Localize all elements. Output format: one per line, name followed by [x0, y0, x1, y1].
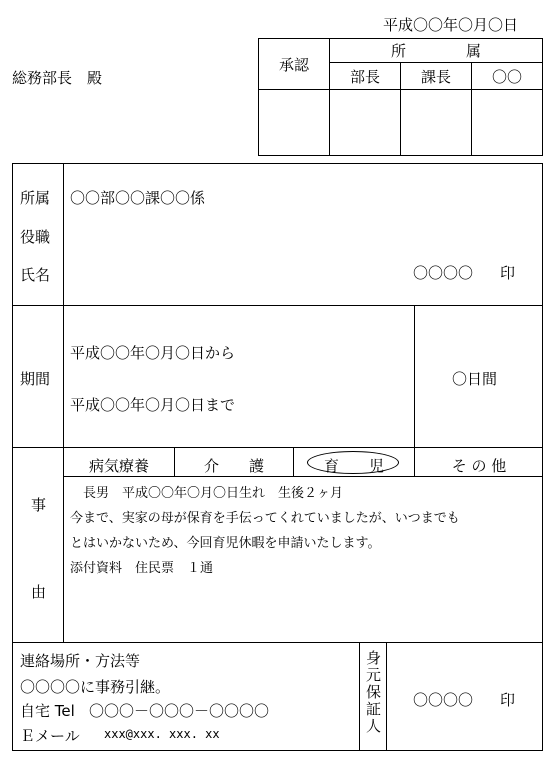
affiliation-value[interactable]: 〇〇部〇〇課〇〇係 — [70, 189, 206, 207]
position-label: 役職 — [20, 228, 51, 246]
contact-phone-label: 自宅 Tel — [20, 702, 75, 720]
option-nursing-care[interactable]: 介 護 — [203, 457, 264, 475]
addressee: 総務部長 殿 — [12, 69, 103, 87]
applicant-name[interactable]: 〇〇〇〇 — [413, 264, 474, 282]
contact-phone[interactable]: 〇〇〇－〇〇〇－〇〇〇〇 — [89, 702, 270, 720]
guarantor-label: 身元保証人 — [364, 650, 382, 735]
name-label: 氏名 — [20, 266, 51, 284]
period-label: 期間 — [20, 370, 51, 388]
contact-handover[interactable]: 〇〇〇〇に事務引継。 — [20, 678, 171, 696]
option-other[interactable]: そ の 他 — [451, 457, 507, 475]
approval-stamp-other[interactable] — [472, 90, 543, 156]
period-days[interactable]: 〇日間 — [452, 370, 498, 388]
divider-period-days — [414, 305, 415, 447]
affiliation-label: 所属 — [20, 189, 51, 207]
approval-stamp-kacho[interactable] — [401, 90, 472, 156]
reason-line-4: 添付資料 住民票 １通 — [70, 561, 214, 576]
divider-reason-options — [63, 476, 543, 477]
option-childcare[interactable]: 育 児 — [323, 457, 384, 475]
approval-table — [258, 38, 543, 156]
reason-label-bottom: 由 — [31, 583, 47, 601]
divider-reason-contact — [12, 642, 543, 643]
divider-contact-guarantor — [359, 642, 360, 751]
applicant-seal: 印 — [500, 264, 516, 282]
approval-column-head-bucho: 部長 — [330, 63, 401, 90]
divider-applicant-period — [12, 305, 543, 306]
approval-label: 承認 — [259, 39, 330, 90]
reason-line-3: とはいかないため、今回育児休暇を申請いたします。 — [70, 536, 381, 551]
approval-column-head-other: 〇〇 — [472, 63, 543, 90]
reason-line-2: 今まで、実家の母が保育を手伝ってくれていましたが、いつまでも — [70, 511, 460, 526]
position-value[interactable] — [70, 226, 400, 246]
approval-stamp-blank[interactable] — [259, 90, 330, 156]
application-date: 平成〇〇年〇月〇日 — [383, 16, 519, 34]
option-illness[interactable]: 病気療養 — [88, 457, 149, 475]
reason-line-1: 長男 平成〇〇年〇月〇日生れ 生後２ヶ月 — [70, 486, 344, 501]
contact-email[interactable]: xxx@xxx. xxx. xx — [104, 727, 220, 741]
guarantor-seal: 印 — [500, 691, 516, 709]
period-from[interactable]: 平成〇〇年〇月〇日から — [70, 344, 236, 362]
approval-group-label: 所 属 — [330, 39, 543, 63]
approval-column-head-kacho: 課長 — [401, 63, 472, 90]
divider-period-reason — [12, 447, 543, 448]
reason-label-top: 事 — [31, 496, 47, 514]
contact-email-label: Ｅメール — [20, 727, 80, 745]
approval-stamp-bucho[interactable] — [330, 90, 401, 156]
contact-title: 連絡場所・方法等 — [20, 652, 141, 670]
divider-guarantor-label — [386, 642, 387, 751]
guarantor-name[interactable]: 〇〇〇〇 — [413, 691, 474, 709]
period-to[interactable]: 平成〇〇年〇月〇日まで — [70, 396, 236, 414]
divider-label-column — [63, 163, 64, 643]
